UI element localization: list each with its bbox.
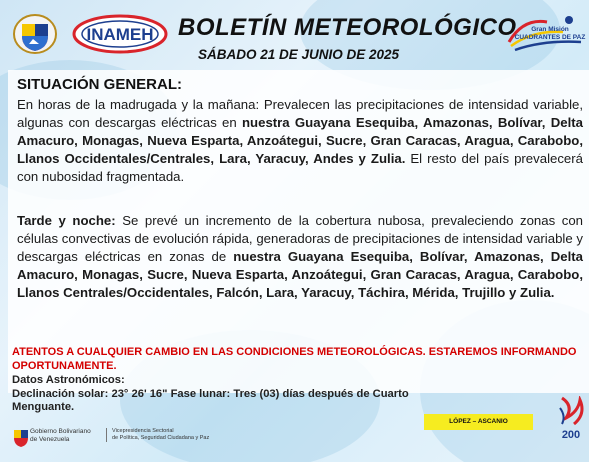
- astronomical-heading: Datos Astronómicos:: [12, 374, 125, 386]
- astronomical-details: Declinación solar: 23° 26' 16" Fase lunar: Tres (03) días después de Cuarto Menguante.: [12, 387, 409, 413]
- inameh-logo-text: INAMEH: [86, 25, 154, 44]
- bicentennial-emblem-icon: [556, 396, 586, 442]
- situation-heading: SITUACIÓN GENERAL:: [17, 76, 182, 93]
- forecaster-signature: LÓPEZ – ASCANIO: [424, 414, 533, 430]
- government-label: [30, 428, 91, 444]
- vice-presidency-line-1: Vicepresidencia Sectorial: [112, 428, 174, 434]
- alert-notice: ATENTOS A CUALQUIER CAMBIO EN LAS CONDICIONES METEOROLÓGICAS. ESTAREMOS INFORMANDO OPORTUNAMENTE.: [12, 346, 577, 372]
- morning-forecast-paragraph: [17, 96, 583, 186]
- vice-presidency-label: [106, 428, 209, 442]
- vice-presidency-line-2: de Política, Seguridad Ciudadana y Paz: [112, 435, 210, 441]
- mission-line-1: Gran Misión: [531, 26, 569, 33]
- afternoon-forecast-paragraph: [17, 212, 583, 302]
- morning-forecast-regions: nuestra Guayana Esequiba, Amazonas, Bolívar, Delta Amacuro, Monagas, Nueva Esparta, Anzoátegui, Sucre, Gran Caracas, Aragua, Carabobo, Llanos Occidentales/Centrales, Lara, Yaracuy, Andes y Zulia.: [17, 115, 583, 166]
- bicentennial-emblem-text: 200: [561, 429, 581, 441]
- morning-forecast-intro: En horas de la madrugada y la mañana: Prevalecen las precipitaciones de intensidad variable, algunas con descargas eléctricas en: [17, 97, 583, 130]
- government-line-1: Gobierno Bolivariano: [30, 428, 91, 435]
- government-line-2: de Venezuela: [30, 436, 70, 443]
- cuadrantes-de-paz-label: [514, 26, 586, 42]
- coat-of-arms-icon: [13, 14, 57, 54]
- inameh-logo-icon: [72, 14, 168, 54]
- afternoon-forecast-regions: nuestra Guayana Esequiba, Bolívar, Amazonas, Delta Amacuro, Monagas, Sucre, Nueva Esparta, Anzoátegui, Gran Caracas, Aragua, Carabobo, Llanos Centrales/Occidentales, Falcón, Lara, Yaracuy, Táchira, Mérida, Trujillo y Zulia.: [17, 249, 583, 300]
- bulletin-header: [0, 0, 589, 70]
- astronomical-data: [12, 374, 452, 415]
- mission-line-2: CUADRANTES DE PAZ: [514, 33, 586, 41]
- afternoon-forecast-intro: Se prevé un incremento de la cobertura nubosa, prevaleciendo zonas con células convectivas de evolución rápida, generadoras de precipitaciones de intensidad variable y descargas eléctricas en zonas de: [17, 213, 583, 264]
- afternoon-forecast-label: Tarde y noche:: [17, 213, 116, 228]
- morning-forecast-tail: El resto del país prevalecerá con nubosidad fragmentada.: [17, 151, 583, 184]
- bulletin-date: SÁBADO 21 DE JUNIO DE 2025: [198, 47, 400, 62]
- bulletin-title: BOLETÍN METEOROLÓGICO: [178, 14, 517, 41]
